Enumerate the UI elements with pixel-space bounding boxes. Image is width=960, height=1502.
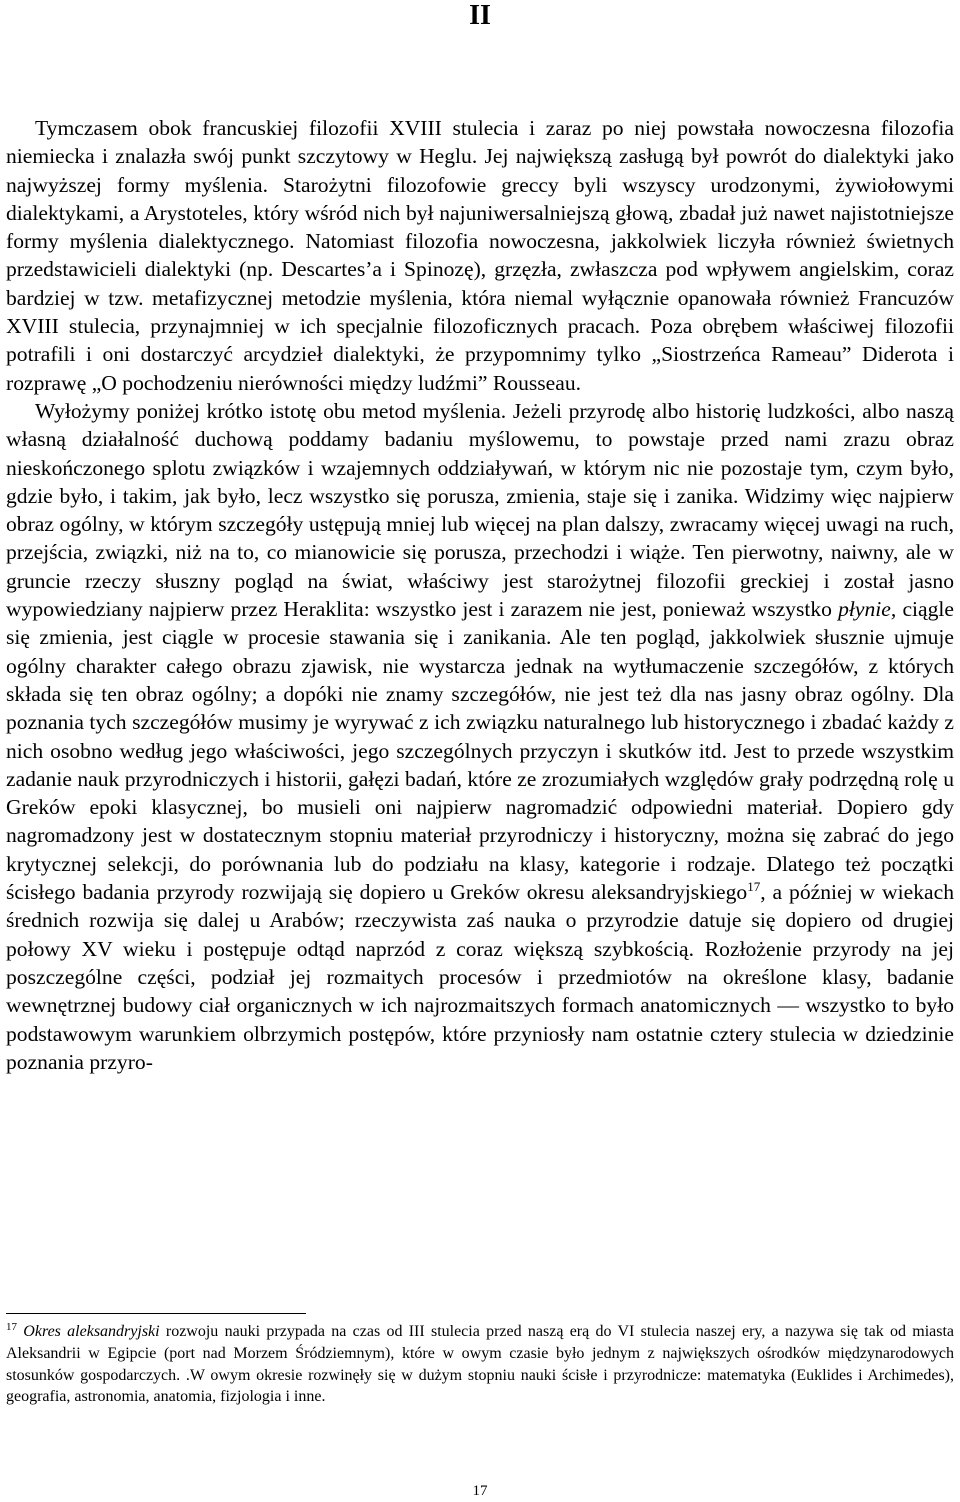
- paragraph-2-text-c: , a później w wiekach średnich rozwija się dalej u Arabów; rzeczywista zaś nauka o przyrodzie datuje się dopiero od drugiej połowy XV wieku i postępuje odtąd naprzód z coraz większą szybkością. Rozłożenie przyrody na jej poszczególne części, podział jej rozmaitych procesów i przedmiotów na określone klasy, badanie wewnętrznej budowy ciał organicznych w ich najrozmaitszych formach anatomicznych — wszystko to było podstawowym warunkiem olbrzymich postępów, które przyniosły nam ostatnie cztery stulecia w dziedzinie poznania przyro-: [6, 880, 954, 1074]
- chapter-title: II: [469, 0, 491, 31]
- footnote-text: rozwoju nauki przypada na czas od III stulecia przed naszą erą do VI stulecia naszej ery, a nazywa się tak od miasta Aleksandrii w Egipcie (port nad Morzem Śródziemnym), które w owym czasie było jednym z największych ośrodków międzynarodowych stosunków gospodarczych. .W owym okresie rozwinęły się w dużym stopniu nauki ścisłe i przyrodnicze: matematyka (Euklides i Archimedes), geografia, astronomia, anatomia, fizjologia i inne.: [6, 1323, 955, 1406]
- paragraph-2-text-a: Wyłożymy poniżej krótko istotę obu metod myślenia. Jeżeli przyrodę albo historię ludzkości, albo naszą własną działalność duchową poddamy badaniu myślowemu, to powstaje przed nami zrazu obraz nieskończonego splotu związków i wzajemnych oddziaływań, w którym nic nie pozostaje tym, czym było, gdzie było, i takim, jak było, lecz wszystko się porusza, zmienia, staje się i zanika. Widzimy więc najpierw obraz ogólny, w którym szczegóły ustępują mniej lub więcej na plan dalszy, zwracamy więcej uwagi na ruch, przejścia, związki, niż na to, co mianowicie się porusza, przechodzi i wiąże. Ten pierwotny, naiwny, ale w gruncie rzeczy słuszny pogląd na świat, właściwy jest starożytnej filozofii greckiej i został jasno wypowiedziany najpierw przez Heraklita: wszystko jest i zarazem nie jest, ponieważ wszystko: [6, 398, 954, 622]
- paragraph-1: Tymczasem obok francuskiej filozofii XVIII stulecia i zaraz po niej powstała nowoczesna filozofia niemiecka i znalazła swój punkt szczytowy w Heglu. Jej największą zasługą był powrót do dialektyki jako najwyższej formy myślenia. Starożytni filozofowie greccy byli wszyscy urodzonymi, żywiołowymi dialektykami, a Arystoteles, który wśród nich był najuniwersalniejszą głową, zbadał już nawet najistotniejsze formy myślenia dialektycznego. Natomiast filozofia nowoczesna, jakkolwiek liczyła również świetnych przedstawicieli dialektyki (np. Descartes’a i Spinozę), grzęzła, zwłaszcza pod wpływem angielskim, coraz bardziej w tzw. metafizycznej metodzie myślenia, która niemal wyłącznie opanowała również Francuzów XVIII stulecia, przynajmniej w ich specjalnie filozoficznych pracach. Poza obrębem właściwej filozofii potrafili i oni dostarczyć arcydzieł dialektyki, że przypomnimy tylko „Siostrzeńca Rameau” Diderota i rozprawę „O pochodzeniu nierówności między ludźmi” Rousseau.: [6, 116, 954, 395]
- paragraph-2: [6, 397, 954, 1076]
- footnote-reference[interactable]: 17: [747, 879, 761, 895]
- footnote-number: 17: [6, 1321, 17, 1333]
- footnote-17: [6, 1321, 954, 1408]
- page-number: 17: [472, 1483, 488, 1499]
- paragraph-2-text-b: ciągle się zmienia, jest ciągle w procesie stawania się i zanikania. Ale ten pogląd, jakkolwiek słusznie ujmuje ogólny charakter całego obrazu zjawisk, nie wystarcza jednak na wytłumaczenie szczegółów, z których składa się ten obraz ogólny; a dopóki nie znamy szczegółów, nie jest też dla nas jasny obraz ogólny. Dla poznania tych szczegółów musimy je wyrywać z ich związku naturalnego lub historycznego i zbadać każdy z nich osobno według jego właściwości, jego szczególnych przyczyn i skutków itd. Jest to przede wszystkim zadanie nauk przyrodniczych i historii, gałęzi badań, które ze zrozumiałych względów grały podrzędną rolę u Greków epoki klasycznej, bo musieli oni najpierw nagromadzić odpowiedni materiał. Dopiero gdy nagromadzony jest w dostatecznym stopniu materiał przyrodniczy i historyczny, można się zabrać do jego krytycznej selekcji, do porównania lub do podziału na klasy, kategorie i rodzaje. Dlatego też początki ścisłego badania przyrody rozwijają się dopiero u Greków okresu aleksandryjskiego: [6, 597, 954, 905]
- emphasis-plynie: płynie,: [838, 597, 897, 622]
- footnote-divider: [6, 1313, 306, 1314]
- body-text: [6, 114, 954, 1076]
- footnote-term: Okres aleksandryjski: [23, 1323, 160, 1340]
